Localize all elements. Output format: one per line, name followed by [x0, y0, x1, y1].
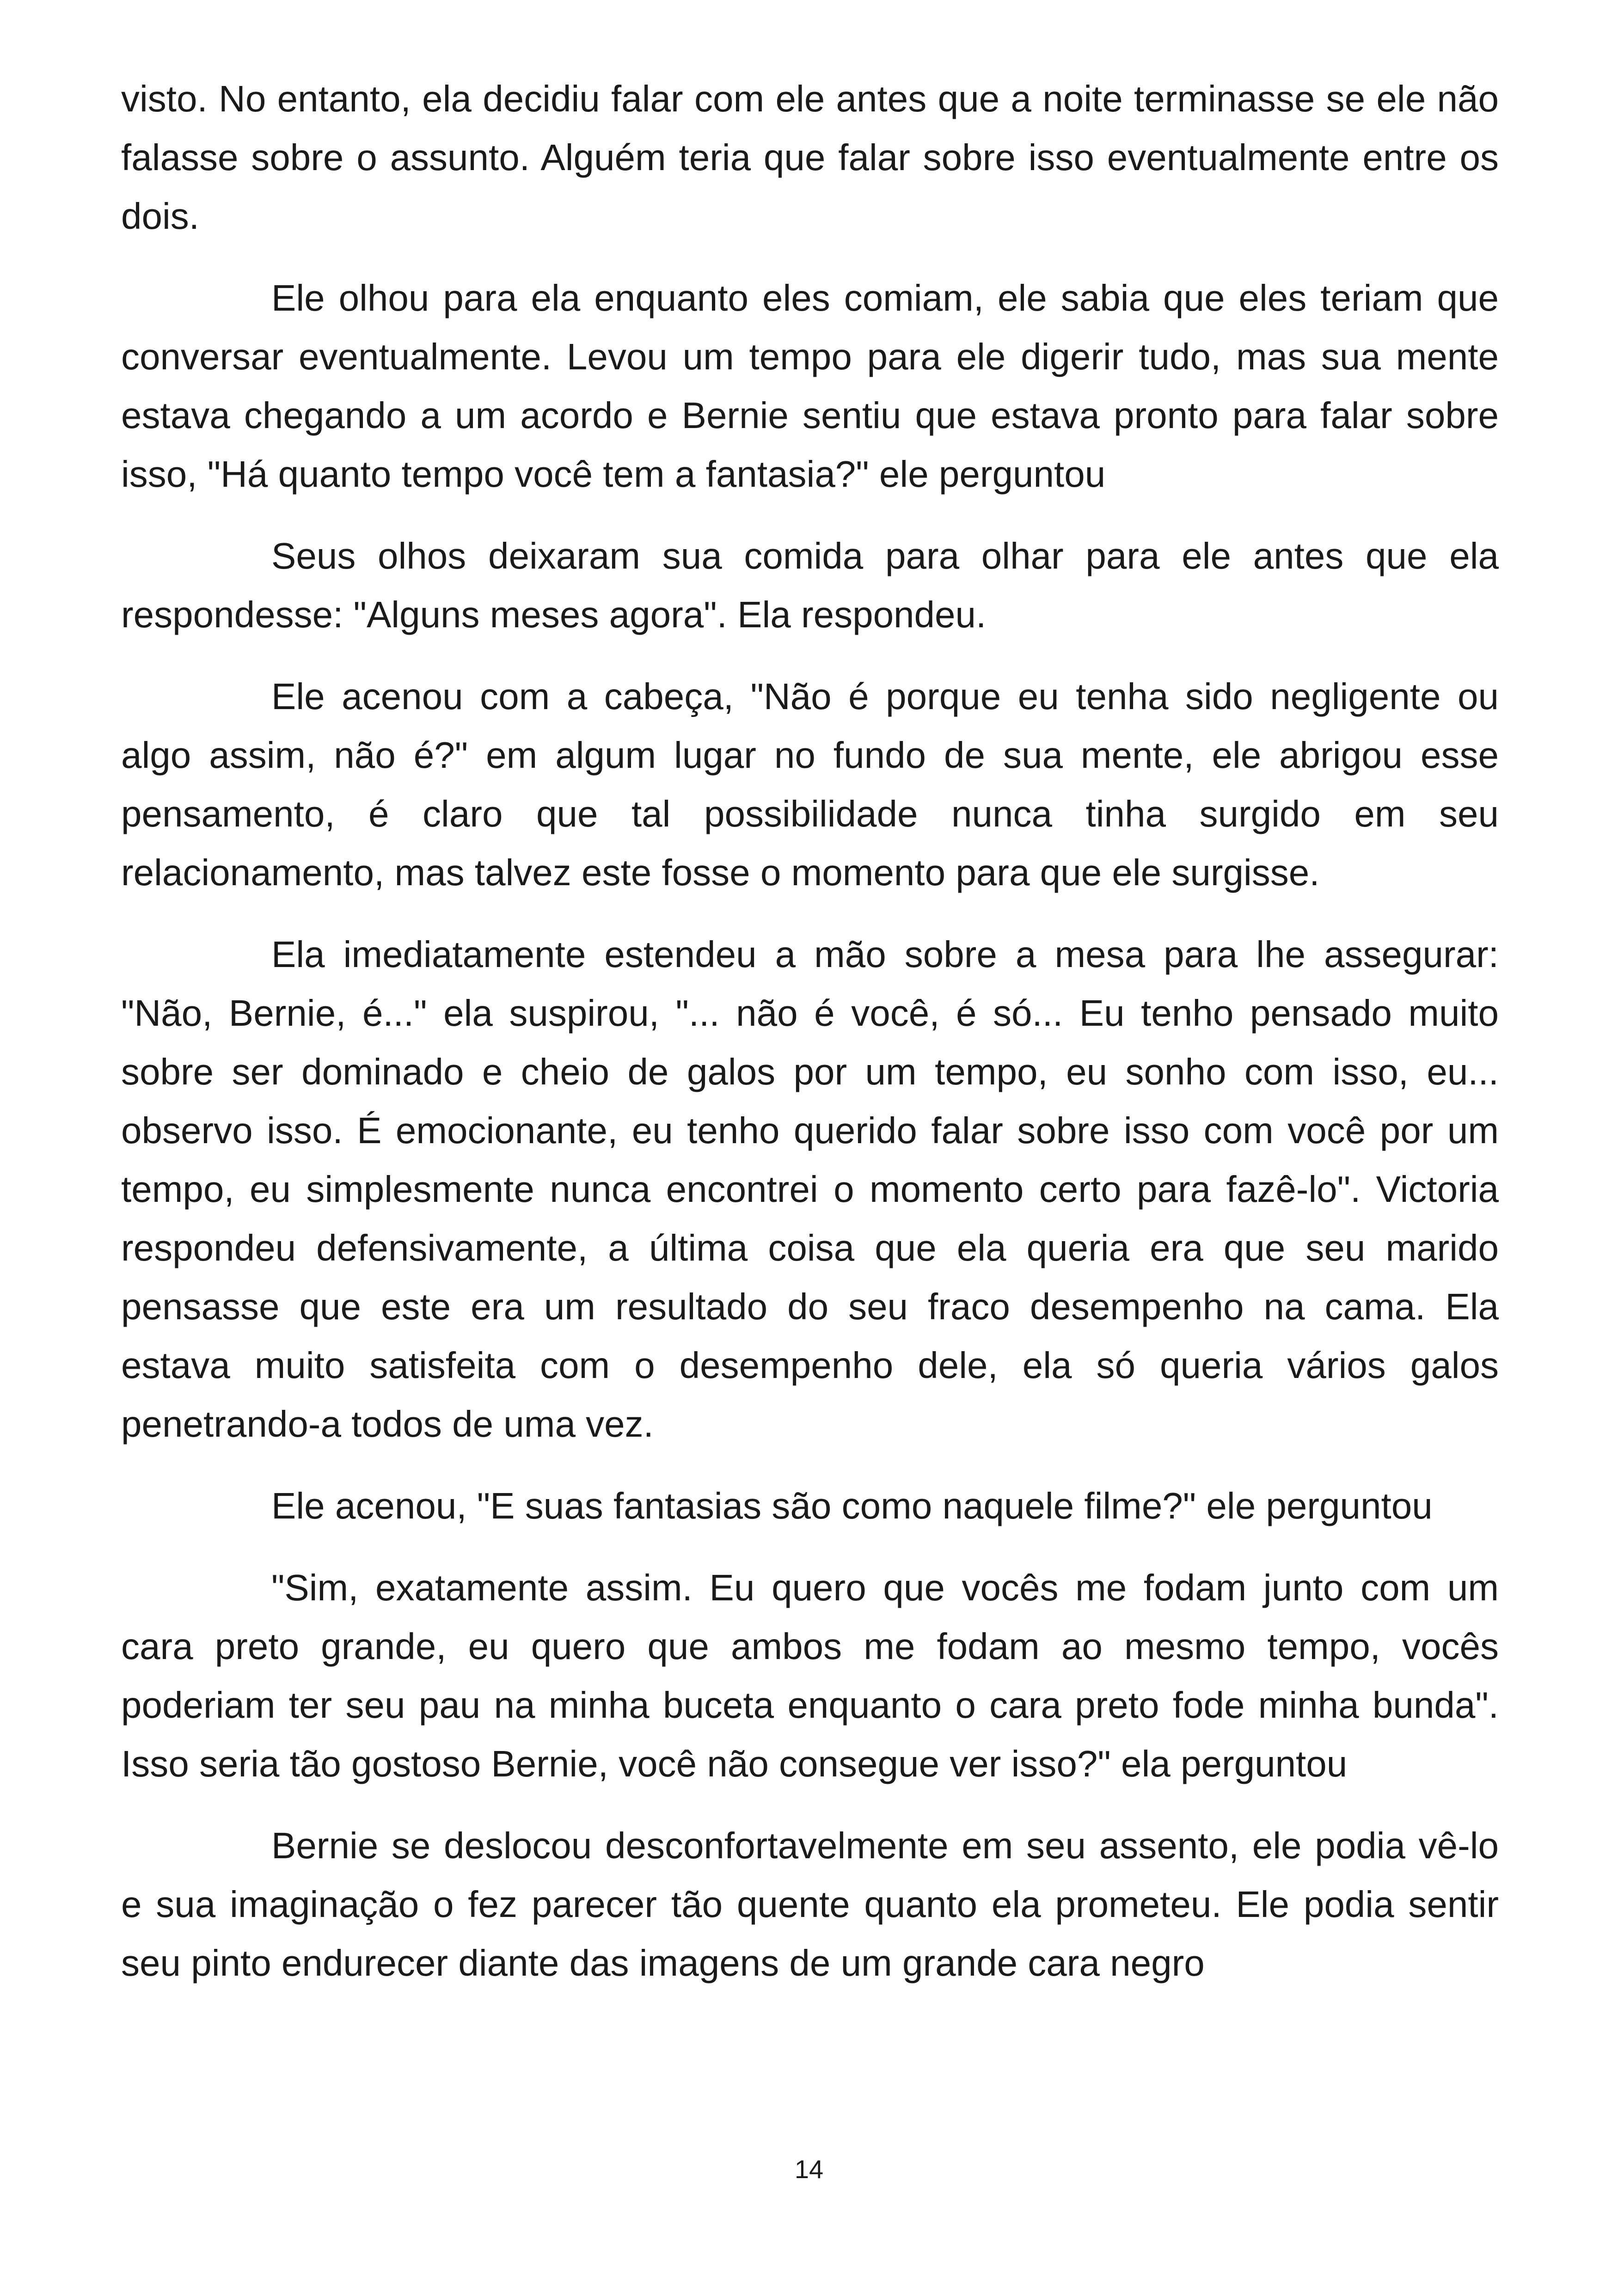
paragraph-6: Ele acenou, "E suas fantasias são como naquele filme?" ele perguntou	[271, 1485, 1433, 1526]
paragraph-1: visto. No entanto, ela decidiu falar com ele antes que a noite terminasse se ele não falasse sobre o assunto. Alguém teria que falar sobre isso eventualmente entre os dois.	[121, 78, 1499, 237]
page-number: 14	[794, 2155, 824, 2184]
paragraph-7: "Sim, exatamente assim. Eu quero que vocês me fodam junto com um cara preto grande, eu quero que ambos me fodam ao mesmo tempo, vocês poderiam ter seu pau na minha buceta enquanto o cara preto fode minha bunda". Isso seria tão gostoso Bernie, você não consegue ver isso?" ela perguntou	[121, 1567, 1499, 1784]
paragraph-3: Seus olhos deixaram sua comida para olhar para ele antes que ela respondesse: "Alguns meses agora". Ela respondeu.	[121, 535, 1499, 635]
paragraph-5: Ela imediatamente estendeu a mão sobre a mesa para lhe assegurar: "Não, Bernie, é..." ela suspirou, "... não é você, é só... Eu tenho pensado muito sobre ser dominado e cheio de galos por um tempo, eu sonho com isso, eu... observo isso. É emocionante, eu tenho querido falar sobre isso com você por um tempo, eu simplesmente nunca encontrei o momento certo para fazê-lo". Victoria respondeu defensivamente, a última coisa que ela queria era que seu marido pensasse que este era um resultado do seu fraco desempenho na cama. Ela estava muito satisfeita com o desempenho dele, ela só queria vários galos penetrando-a todos de uma vez.	[121, 934, 1499, 1445]
paragraph-2: Ele olhou para ela enquanto eles comiam, ele sabia que eles teriam que conversar eventualmente. Levou um tempo para ele digerir tudo, mas sua mente estava chegando a um acordo e Bernie sentiu que estava pronto para falar sobre isso, "Há quanto tempo você tem a fantasia?" ele perguntou	[121, 277, 1499, 495]
paragraph-8: Bernie se deslocou desconfortavelmente em seu assento, ele podia vê-lo e sua imaginação o fez parecer tão quente quanto ela prometeu. Ele podia sentir seu pinto endurecer diante das imagens de um grande cara negro	[121, 1825, 1499, 1984]
body-text	[121, 69, 1499, 2015]
paragraph-4: Ele acenou com a cabeça, "Não é porque eu tenha sido negligente ou algo assim, não é?" em algum lugar no fundo de sua mente, ele abrigou esse pensamento, é claro que tal possibilidade nunca tinha surgido em seu relacionamento, mas talvez este fosse o momento para que ele surgisse.	[121, 676, 1499, 893]
